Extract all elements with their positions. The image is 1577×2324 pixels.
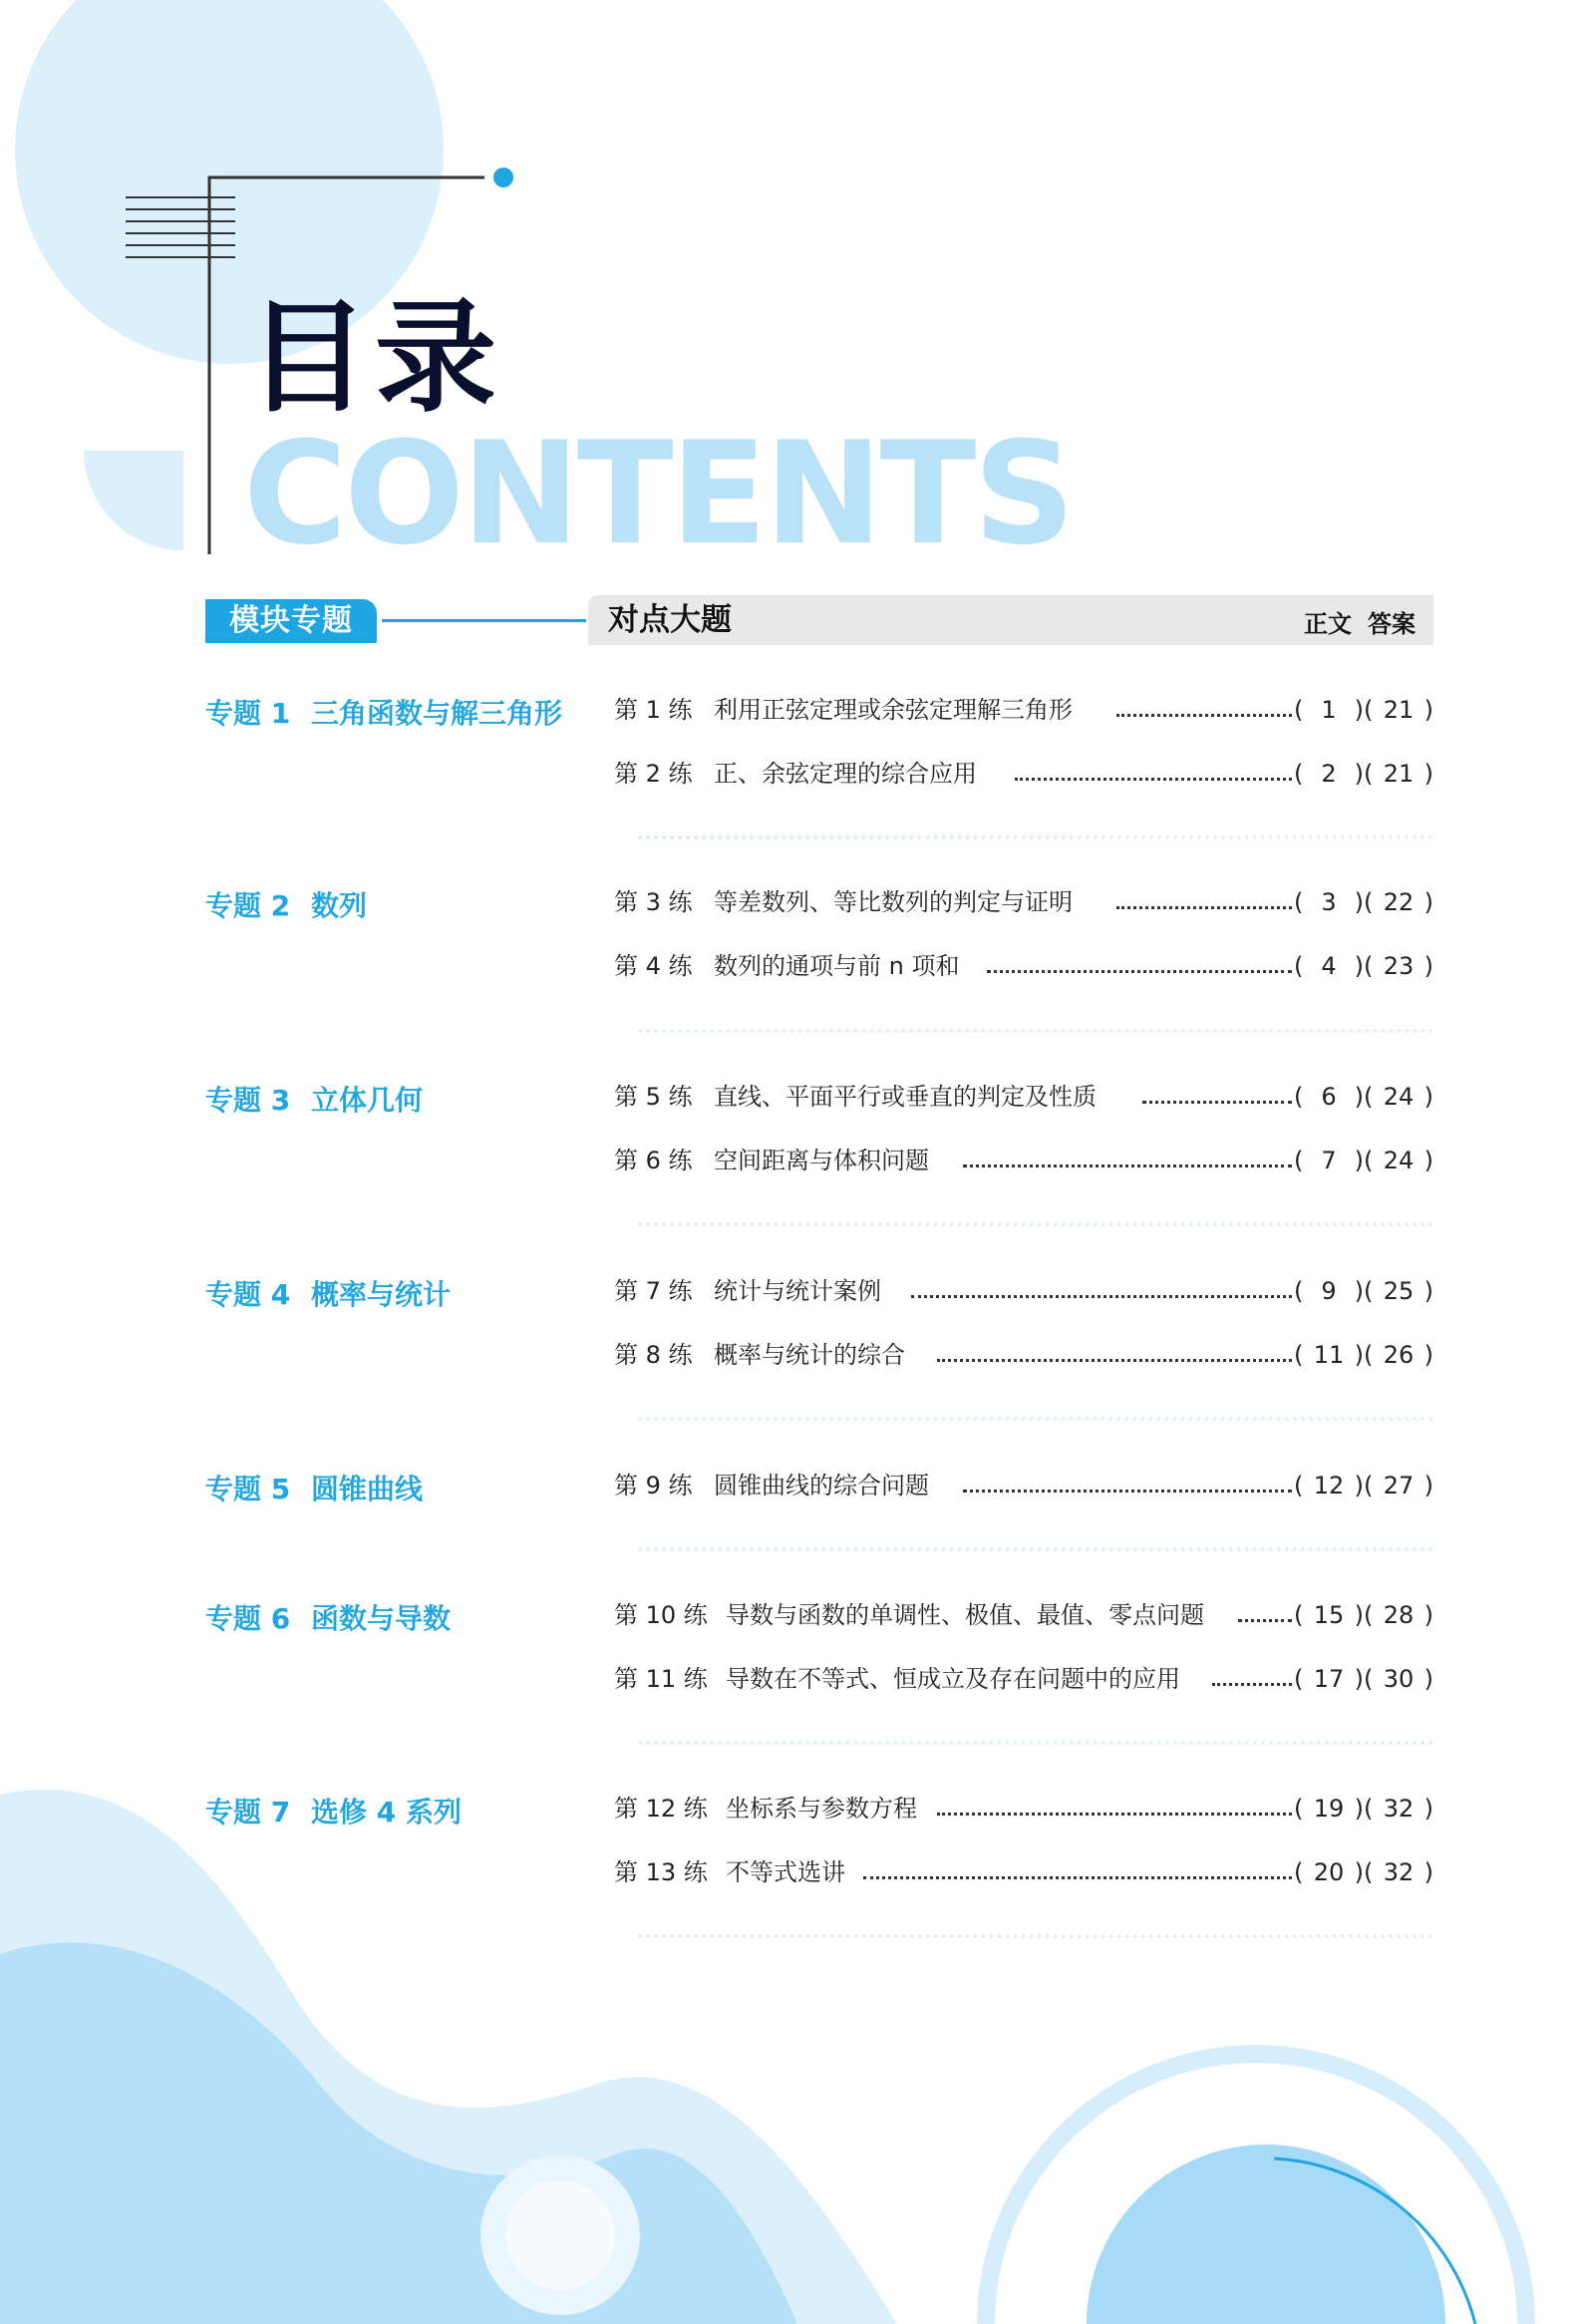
topic-name: 三角函数与解三角形 bbox=[311, 697, 563, 730]
page-number: 7 bbox=[1321, 1147, 1337, 1174]
page-title-cn: 目录 bbox=[247, 287, 502, 429]
topic-name: 数列 bbox=[311, 889, 368, 922]
topic-name: 立体几何 bbox=[311, 1084, 424, 1117]
topic-name: 概率与统计 bbox=[311, 1278, 452, 1311]
entry-number: 第 11 练 bbox=[614, 1665, 708, 1693]
answer-page-number: 24 bbox=[1383, 1147, 1415, 1174]
module-header: 模块专题 bbox=[205, 599, 377, 643]
entry-title: 利用正弦定理或余弦定理解三角形 bbox=[714, 696, 1073, 724]
dot-leader bbox=[1142, 1101, 1292, 1104]
section-divider bbox=[638, 1547, 1433, 1551]
answer-page-number: 32 bbox=[1383, 1858, 1415, 1886]
toc-entry[interactable] bbox=[614, 1466, 1433, 1505]
toc-entry[interactable] bbox=[614, 690, 1433, 730]
page-number: 15 bbox=[1313, 1601, 1345, 1629]
dot-leader bbox=[987, 970, 1292, 973]
topic-name: 选修 4 系列 bbox=[311, 1796, 462, 1828]
toc-entry[interactable] bbox=[614, 1659, 1433, 1699]
topic-number: 专题 4 bbox=[205, 1278, 291, 1311]
answer-page-number: 23 bbox=[1383, 952, 1415, 980]
entry-title: 导数与函数的单调性、极值、最值、零点问题 bbox=[726, 1601, 1204, 1629]
entry-number: 第 4 练 bbox=[614, 952, 693, 980]
toc-entry[interactable] bbox=[614, 1335, 1433, 1375]
answer-page-number: 27 bbox=[1383, 1472, 1415, 1499]
answer-page-number: 22 bbox=[1383, 888, 1415, 916]
page-refs: ( 6 )( 24 ) bbox=[1294, 1077, 1433, 1117]
dot-leader bbox=[1212, 1683, 1292, 1686]
topic-number: 专题 3 bbox=[205, 1084, 291, 1117]
answer-page-number: 32 bbox=[1383, 1795, 1415, 1823]
entry-title: 圆锥曲线的综合问题 bbox=[714, 1472, 929, 1499]
dot-leader bbox=[1116, 906, 1292, 909]
entry-number: 第 7 练 bbox=[614, 1277, 693, 1305]
topic-number: 专题 6 bbox=[205, 1602, 291, 1635]
page-refs: ( 19 )( 32 ) bbox=[1294, 1789, 1433, 1828]
entry-number: 第 12 练 bbox=[614, 1795, 708, 1823]
page-refs: ( 20 )( 32 ) bbox=[1294, 1852, 1433, 1892]
page-refs: ( 7 )( 24 ) bbox=[1294, 1141, 1433, 1180]
topic-number: 专题 5 bbox=[205, 1473, 291, 1505]
topic-number: 专题 2 bbox=[205, 889, 291, 922]
entry-title: 直线、平面平行或垂直的判定及性质 bbox=[714, 1083, 1097, 1111]
page-number: 12 bbox=[1313, 1472, 1345, 1499]
page-number: 11 bbox=[1313, 1341, 1345, 1369]
toc-entry[interactable] bbox=[614, 1789, 1433, 1828]
answer-page-number: 21 bbox=[1383, 760, 1415, 788]
answer-page-number: 24 bbox=[1383, 1083, 1415, 1111]
entry-title: 不等式选讲 bbox=[726, 1858, 845, 1886]
col-main-label: 正文 bbox=[1304, 610, 1352, 638]
answer-page-number: 21 bbox=[1383, 696, 1415, 724]
answer-page-number: 25 bbox=[1383, 1277, 1415, 1305]
entry-title: 坐标系与参数方程 bbox=[726, 1795, 917, 1823]
answer-page-number: 26 bbox=[1383, 1341, 1415, 1369]
entry-title: 统计与统计案例 bbox=[714, 1277, 881, 1305]
page-number: 9 bbox=[1321, 1277, 1337, 1305]
header-connector-line bbox=[382, 619, 586, 622]
page-number: 1 bbox=[1321, 696, 1337, 724]
page-title-en: CONTENTS bbox=[243, 412, 1073, 576]
section-divider bbox=[638, 1934, 1433, 1938]
topic-number: 专题 1 bbox=[205, 697, 291, 730]
dot-leader bbox=[1238, 1619, 1292, 1622]
toc-entry[interactable] bbox=[614, 882, 1433, 922]
dot-leader bbox=[937, 1359, 1292, 1362]
page-refs: ( 2 )( 21 ) bbox=[1294, 754, 1433, 794]
entry-title: 概率与统计的综合 bbox=[714, 1341, 905, 1369]
toc-entry[interactable] bbox=[614, 1271, 1433, 1311]
dot-leader bbox=[1116, 714, 1292, 717]
entry-number: 第 10 练 bbox=[614, 1601, 708, 1629]
column-headers bbox=[1288, 599, 1416, 649]
topic-header-bar bbox=[588, 595, 1433, 645]
page-number: 3 bbox=[1321, 888, 1337, 916]
page-number: 4 bbox=[1321, 952, 1337, 980]
entry-number: 第 2 练 bbox=[614, 760, 693, 788]
entry-number: 第 5 练 bbox=[614, 1083, 693, 1111]
answer-page-number: 30 bbox=[1383, 1665, 1415, 1693]
section-divider bbox=[638, 835, 1433, 839]
col-answer-label: 答案 bbox=[1368, 610, 1416, 638]
page-refs: ( 4 )( 23 ) bbox=[1294, 946, 1433, 986]
dot-leader bbox=[963, 1490, 1292, 1493]
page-number: 6 bbox=[1321, 1083, 1337, 1111]
section-divider bbox=[638, 1417, 1433, 1421]
section-divider bbox=[638, 1029, 1433, 1033]
page-number: 20 bbox=[1313, 1858, 1345, 1886]
page-number: 17 bbox=[1313, 1665, 1345, 1693]
dot-leader bbox=[937, 1813, 1292, 1816]
entry-title: 等差数列、等比数列的判定与证明 bbox=[714, 888, 1073, 916]
page-refs: ( 9 )( 25 ) bbox=[1294, 1271, 1433, 1311]
dot-leader bbox=[1015, 778, 1292, 781]
entry-number: 第 1 练 bbox=[614, 696, 693, 724]
topic-number: 专题 7 bbox=[205, 1796, 291, 1828]
dot-leader bbox=[863, 1876, 1292, 1879]
toc-entry[interactable] bbox=[614, 754, 1433, 794]
toc-entry[interactable] bbox=[614, 946, 1433, 986]
page-refs: ( 1 )( 21 ) bbox=[1294, 690, 1433, 730]
toc-entry[interactable] bbox=[614, 1077, 1433, 1117]
page-refs: ( 3 )( 22 ) bbox=[1294, 882, 1433, 922]
page-refs: ( 12 )( 27 ) bbox=[1294, 1466, 1433, 1505]
entry-number: 第 9 练 bbox=[614, 1472, 693, 1499]
entry-title: 导数在不等式、恒成立及存在问题中的应用 bbox=[726, 1665, 1180, 1693]
dot-leader bbox=[911, 1295, 1292, 1298]
entry-title: 数列的通项与前 n 项和 bbox=[714, 952, 960, 980]
entry-title: 正、余弦定理的综合应用 bbox=[714, 760, 977, 788]
section-divider bbox=[638, 1222, 1433, 1226]
topic-name: 函数与导数 bbox=[311, 1602, 452, 1635]
page-number: 19 bbox=[1313, 1795, 1345, 1823]
page-refs: ( 17 )( 30 ) bbox=[1294, 1659, 1433, 1699]
toc-entry[interactable] bbox=[614, 1141, 1433, 1180]
topic-header-label: 对点大题 bbox=[608, 602, 732, 638]
toc-entry[interactable] bbox=[614, 1595, 1433, 1635]
entry-title: 空间距离与体积问题 bbox=[714, 1147, 929, 1174]
answer-page-number: 28 bbox=[1383, 1601, 1415, 1629]
toc-entry[interactable] bbox=[614, 1852, 1433, 1892]
section-divider bbox=[638, 1741, 1433, 1745]
page-number: 2 bbox=[1321, 760, 1337, 788]
entry-number: 第 13 练 bbox=[614, 1858, 708, 1886]
entry-number: 第 3 练 bbox=[614, 888, 693, 916]
dot-leader bbox=[963, 1164, 1292, 1167]
entry-number: 第 8 练 bbox=[614, 1341, 693, 1369]
entry-number: 第 6 练 bbox=[614, 1147, 693, 1174]
page-refs: ( 15 )( 28 ) bbox=[1294, 1595, 1433, 1635]
page-refs: ( 11 )( 26 ) bbox=[1294, 1335, 1433, 1375]
topic-name: 圆锥曲线 bbox=[311, 1473, 424, 1505]
